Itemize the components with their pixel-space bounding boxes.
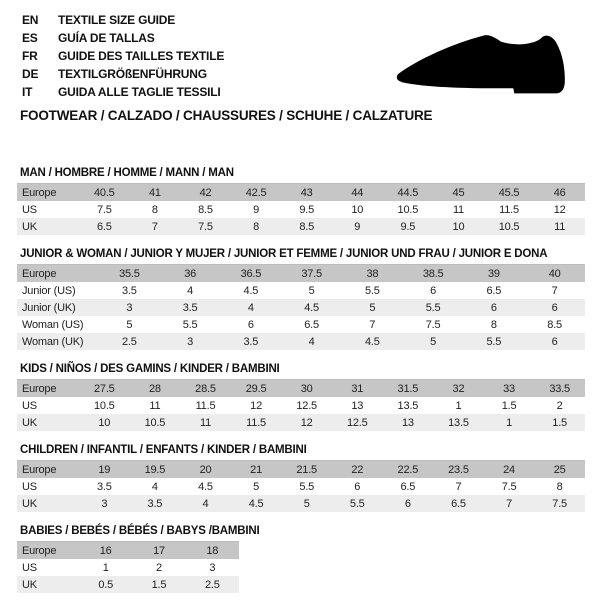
table-row [17,265,585,282]
size-cell: 30 [300,382,313,395]
table-row [17,495,585,512]
size-table [17,541,239,593]
language-label: GUIDE DES TAILLES TEXTILE [58,49,225,63]
size-cell: 10.5 [397,203,419,216]
size-cell: 7 [551,284,558,297]
size-cell: 38 [366,267,379,280]
size-cell: 4.5 [248,497,264,510]
size-cell: 8 [253,220,260,233]
size-cell: 5 [308,284,315,297]
size-cell: 16 [99,544,112,557]
size-table [17,183,585,235]
language-code: ES [22,31,38,45]
size-cell: 8.5 [547,318,562,331]
row-label: US [22,561,37,574]
row-label: US [22,480,37,493]
row-label: Europe [22,382,57,395]
table-title: MAN / HOMBRE / HOMME / MANN / MAN [20,167,234,179]
size-cell: 33 [503,382,515,395]
size-cell: 1.5 [151,578,167,591]
size-cell: 10.5 [144,416,166,429]
size-cell: 4.5 [243,284,259,297]
size-cell: 28 [148,382,161,395]
size-table-section [17,444,585,512]
size-cell: 11 [199,416,211,429]
size-cell: 8.5 [299,220,315,233]
size-cell: 35.5 [119,267,140,280]
size-cell: 4 [247,301,254,314]
size-cell: 4 [202,497,209,510]
language-code: IT [22,85,33,99]
row-label: UK [22,220,37,233]
size-cell: 6 [354,480,361,493]
size-table [17,460,585,512]
language-label: GUIDA ALLE TAGLIE TESSILI [58,85,221,99]
size-cell: 5 [253,480,260,493]
size-cell: 12 [250,399,262,412]
size-cell: 3.5 [182,301,198,314]
size-cell: 10 [351,203,364,216]
size-cell: 1 [102,561,109,574]
size-cell: 5.5 [486,335,502,348]
size-cell: 4.5 [304,301,319,314]
size-cell: 4 [308,335,315,348]
size-cell: 38.5 [422,267,444,280]
size-cell: 24 [503,463,515,476]
size-cell: 12.5 [296,399,317,412]
table-row [17,478,585,495]
table-row [17,201,585,218]
size-cell: 6.5 [304,318,319,331]
size-cell: 3.5 [96,480,112,493]
size-cell: 0.5 [98,578,114,591]
size-cell: 9.5 [299,203,315,216]
row-label: US [22,203,37,216]
size-cell: 25 [553,463,566,476]
size-cell: 6 [247,318,254,331]
row-label: UK [22,416,37,429]
size-cell: 1 [455,399,462,412]
size-cell: 5 [430,335,437,348]
size-cell: 44 [351,186,364,199]
size-cell: 44.5 [397,186,419,199]
size-cell: 45.5 [498,186,520,199]
size-cell: 7 [369,318,376,331]
size-cell: 2.5 [204,578,220,591]
size-cell: 42.5 [245,186,267,199]
table-row [17,316,585,333]
size-cell: 7 [506,497,512,510]
size-cell: 6 [551,335,558,348]
size-cell: 20 [199,463,212,476]
size-cell: 40 [548,267,561,280]
size-cell: 7 [455,480,462,493]
size-cell: 2.5 [122,335,137,348]
size-cell: 3 [187,335,194,348]
size-cell: 4.5 [365,335,380,348]
language-row [22,47,224,65]
size-cell: 18 [206,544,219,557]
size-cell: 10 [452,220,465,233]
size-cell: 39 [487,267,500,280]
size-cell: 7.5 [501,480,517,493]
table-row [17,218,585,235]
row-label: UK [22,497,37,510]
size-cell: 11 [149,399,161,412]
size-cell: 29.5 [245,382,267,395]
size-cell: 3.5 [243,335,259,348]
size-cell: 9 [253,203,260,216]
size-cell: 42 [199,186,212,199]
size-cell: 46 [553,186,566,199]
size-cell: 3.5 [147,497,163,510]
row-label: Junior (US) [22,284,76,297]
size-cell: 8 [490,318,497,331]
dress-shoe-silhouette [397,35,565,93]
size-table-section [17,525,585,593]
table-row [17,576,239,593]
size-cell: 11 [554,220,566,233]
size-cell: 4 [151,480,158,493]
size-cell: 6 [551,301,558,314]
table-row [17,542,239,559]
size-cell: 10.5 [93,399,115,412]
row-label: Europe [22,267,57,280]
size-cell: 19 [98,463,111,476]
size-cell: 40.5 [93,186,115,199]
size-cell: 5.5 [425,301,441,314]
size-cell: 33.5 [549,382,570,395]
size-cell: 12 [553,203,566,216]
size-table-section [17,167,585,235]
size-cell: 4.5 [198,480,213,493]
table-title: KIDS / NIÑOS / DES GAMINS / KINDER / BAMBINI [20,363,280,375]
size-cell: 31.5 [397,382,419,395]
size-cell: 36 [184,267,197,280]
size-table-section [17,248,585,350]
size-cell: 21 [250,463,262,476]
size-cell: 31 [351,382,364,395]
language-row [22,83,224,101]
size-cell: 22.5 [397,463,419,476]
size-cell: 6.5 [451,497,466,510]
language-code: DE [22,67,39,81]
row-label: US [22,399,37,412]
language-row [22,65,224,83]
table-row [17,397,585,414]
table-row [17,461,585,478]
size-cell: 3 [101,497,108,510]
row-label: UK [22,578,37,591]
size-cell: 9 [354,220,361,233]
row-label: Woman (UK) [22,335,84,348]
size-cell: 11.5 [246,416,266,429]
size-cell: 43 [300,186,313,199]
size-tables [17,167,585,606]
size-cell: 1.5 [552,416,567,429]
size-cell: 6.5 [96,220,112,233]
table-title: JUNIOR & WOMAN / JUNIOR Y MUJER / JUNIOR ET FEMME / JUNIOR UND FRAU / JUNIOR E DONA [20,248,548,260]
size-cell: 3.5 [122,284,137,297]
size-cell: 7.5 [425,318,441,331]
size-cell: 11 [452,203,464,216]
size-cell: 6 [430,284,437,297]
size-cell: 11.5 [195,399,216,412]
size-cell: 11.5 [499,203,519,216]
size-cell: 28.5 [195,382,216,395]
size-cell: 23.5 [448,463,469,476]
size-cell: 5 [303,497,310,510]
size-cell: 8 [556,480,563,493]
size-cell: 7.5 [96,203,112,216]
size-cell: 5 [126,318,133,331]
table-title: BABIES / BEBÉS / BÉBÉS / BABYS /BAMBINI [20,525,260,537]
size-cell: 22 [351,463,364,476]
size-cell: 6 [490,301,497,314]
size-cell: 5.5 [299,480,315,493]
size-cell: 36.5 [240,267,262,280]
size-cell: 3 [209,561,216,574]
row-label: Europe [22,544,57,557]
size-cell: 13.5 [448,416,469,429]
size-cell: 5.5 [349,497,365,510]
size-cell: 19.5 [144,463,166,476]
row-label: Woman (US) [22,318,84,331]
size-table-section [17,363,585,431]
size-cell: 12 [300,416,313,429]
size-cell: 7.5 [552,497,567,510]
table-row [17,333,585,350]
size-cell: 9.5 [400,220,416,233]
size-cell: 17 [153,544,165,557]
table-row [17,414,585,431]
language-code: FR [22,49,38,63]
language-row [22,11,224,29]
size-cell: 12.5 [346,416,368,429]
size-cell: 10.5 [498,220,520,233]
size-cell: 5 [369,301,376,314]
row-label: Junior (UK) [22,301,76,314]
size-cell: 10 [98,416,111,429]
language-label: TEXTILE SIZE GUIDE [58,13,176,27]
size-cell: 37.5 [301,267,322,280]
category-title: FOOTWEAR / CALZADO / CHAUSSURES / SCHUHE / CALZATURE [20,108,433,123]
size-cell: 13.5 [397,399,419,412]
size-cell: 4 [187,284,194,297]
table-row [17,380,585,397]
size-cell: 8.5 [198,203,213,216]
size-cell: 45 [452,186,465,199]
size-cell: 13 [351,399,364,412]
size-cell: 2 [556,399,563,412]
row-label: Europe [22,186,57,199]
size-cell: 21.5 [296,463,317,476]
size-cell: 7.5 [198,220,213,233]
dress-shoe-icon [396,30,578,96]
table-row [17,282,585,299]
row-label: Europe [22,463,57,476]
size-table [17,379,585,431]
size-table [17,264,585,350]
language-code: EN [22,13,39,27]
language-list [22,11,224,101]
size-cell: 6.5 [400,480,416,493]
size-cell: 32 [452,382,465,395]
size-cell: 7 [151,220,158,233]
size-cell: 13 [401,416,414,429]
size-cell: 6.5 [486,284,502,297]
table-row [17,299,585,316]
language-label: GUÍA DE TALLAS [58,31,155,45]
size-cell: 1.5 [501,399,517,412]
size-cell: 2 [156,561,162,574]
language-row [22,29,224,47]
size-cell: 27.5 [93,382,115,395]
size-cell: 8 [151,203,158,216]
size-cell: 5.5 [365,284,380,297]
table-title: CHILDREN / INFANTIL / ENFANTS / KINDER / BAMBINI [20,444,307,456]
size-cell: 6 [404,497,411,510]
size-cell: 3 [126,301,133,314]
size-cell: 1 [506,416,512,429]
language-label: TEXTILGRÖßENFÜHRUNG [58,67,207,81]
table-row [17,184,585,201]
size-cell: 5.5 [182,318,198,331]
size-cell: 41 [148,186,161,199]
table-row [17,559,239,576]
